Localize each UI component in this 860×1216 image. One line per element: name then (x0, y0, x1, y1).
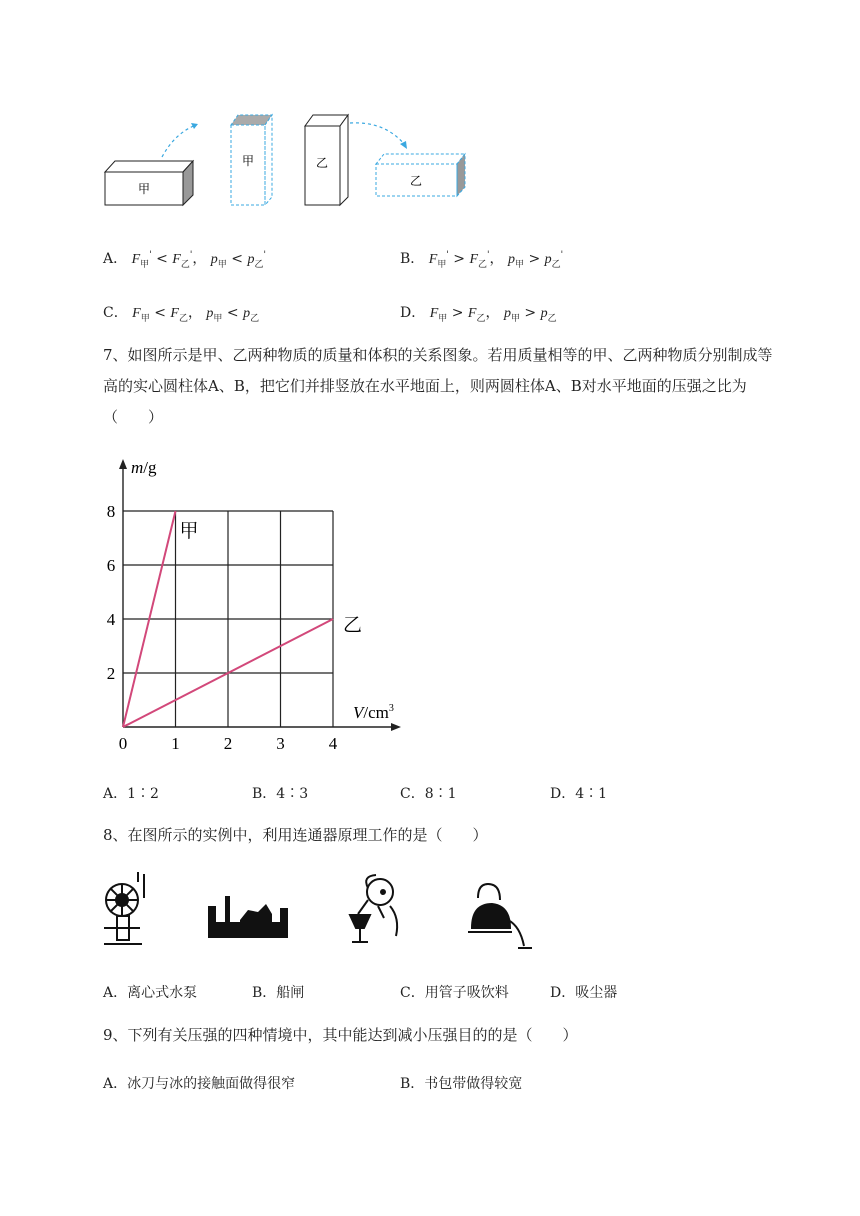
series-label: 甲 (179, 521, 199, 542)
option-letter: D． (400, 305, 426, 321)
subscript: 乙 (478, 259, 488, 270)
relation: > (528, 251, 541, 267)
y-tick-label: 8 (106, 502, 116, 521)
block-jia-label: 甲 (137, 182, 151, 196)
chart-grid (123, 511, 333, 727)
pressure-symbol: p (210, 252, 218, 267)
x-axis-arrow (391, 723, 401, 731)
relation: < (154, 305, 166, 321)
y-tick-label: 4 (106, 610, 116, 629)
q6-option-c (103, 302, 259, 324)
q6-figure (100, 105, 480, 215)
pressure-symbol: p (247, 252, 255, 267)
force-symbol: F (428, 252, 438, 267)
q8-stem: 8、在图所示的实例中，利用连通器原理工作的是（ ） (103, 826, 488, 844)
subscript: 甲 (438, 313, 448, 324)
centrifugal-pump-icon (104, 872, 144, 944)
q8-option-d: D．吸尘器 (550, 985, 618, 1001)
force-symbol: F (467, 306, 477, 321)
x-tick-label: 2 (223, 734, 233, 750)
mass-volume-chart (95, 450, 425, 750)
q7-line-1: 7、如图所示是甲、乙两种物质的质量和体积的关系图象。若用质量相等的甲、乙两种物质分别制成等 (103, 346, 773, 364)
q7-option-d: D．4∶1 (550, 786, 608, 802)
subscript: 甲 (140, 313, 150, 324)
q6-option-d (400, 302, 557, 324)
q6-option-a (103, 248, 266, 270)
arrow-1 (162, 125, 196, 157)
subscript: 甲 (213, 313, 223, 324)
subscript: 乙 (178, 313, 188, 324)
x-tick-label: 1 (171, 734, 180, 750)
pressure-symbol: p (206, 306, 214, 321)
relation: > (453, 251, 465, 267)
q8-option-b: B．船闸 (252, 985, 305, 1001)
ship-lock-icon (208, 896, 288, 938)
subscript: 甲 (217, 259, 227, 270)
block-jia-standing (231, 115, 272, 205)
block-yi-lying (376, 154, 465, 196)
arrow-2 (350, 123, 405, 145)
block-jia-lying (105, 161, 193, 205)
q7-line-2: 高的实心圆柱体A、B，把它们并排竖放在水平地面上，则两圆柱体A、B对水平地面的压强之比为 (103, 377, 747, 395)
force-symbol: F (469, 252, 479, 267)
subscript: 乙 (476, 313, 486, 324)
prime: ' (560, 250, 564, 261)
force-symbol: F (172, 252, 181, 267)
subscript: 甲 (140, 259, 150, 270)
separator: ， (489, 251, 504, 267)
arrow-2-head (400, 141, 407, 149)
pressure-symbol: p (507, 252, 515, 267)
vacuum-cleaner-icon (468, 884, 532, 948)
q8-option-c: C．用管子吸饮料 (400, 985, 509, 1001)
pressure-symbol: p (243, 306, 251, 321)
pressure-symbol: p (540, 306, 548, 321)
y-tick-label: 6 (106, 556, 116, 575)
straw-drinking-icon (350, 875, 397, 942)
y-tick-label: 2 (106, 664, 116, 683)
q7-option-b: B．4∶3 (252, 786, 309, 802)
series-label: 乙 (343, 615, 363, 636)
x-tick-label: 0 (118, 734, 128, 750)
subscript: 乙 (254, 259, 264, 270)
relation: < (156, 251, 168, 267)
prime: ' (189, 250, 193, 261)
subscript: 甲 (437, 259, 447, 270)
force-symbol: F (132, 306, 141, 321)
x-tick-label: 3 (276, 734, 285, 750)
separator: ， (485, 305, 500, 321)
subscript: 乙 (250, 313, 260, 324)
relation: > (451, 305, 464, 321)
x-axis-label: $V/cm^3$ (353, 703, 394, 722)
relation: < (226, 305, 239, 321)
x-tick-label: 4 (328, 734, 338, 750)
relation: < (231, 251, 243, 267)
subscript: 乙 (547, 313, 557, 324)
chart-ticks (107, 502, 338, 750)
pressure-symbol: p (503, 306, 511, 321)
q6-option-b (400, 248, 563, 270)
subscript: 甲 (514, 259, 524, 270)
q9-option-a: A．冰刀与冰的接触面做得很窄 (103, 1076, 296, 1092)
q8-option-a: A．离心式水泵 (103, 985, 198, 1001)
option-letter: C． (103, 305, 128, 321)
block-yi-standing (305, 115, 348, 205)
option-letter: A． (103, 251, 128, 267)
prime: ' (149, 250, 152, 261)
q7-option-c: C．8∶1 (400, 786, 457, 802)
separator: ， (187, 305, 202, 321)
q7-line-3: （ ） (103, 408, 164, 426)
prime: ' (487, 250, 490, 261)
block-jia-standing-label: 甲 (241, 154, 255, 168)
subscript: 甲 (510, 313, 520, 324)
relation: > (524, 305, 537, 321)
q9-option-b: B．书包带做得较宽 (400, 1076, 523, 1092)
separator: ， (192, 251, 207, 267)
option-letter: B． (400, 251, 425, 267)
force-symbol: F (131, 252, 141, 267)
prime: ' (446, 250, 449, 261)
y-axis-label: m/g (131, 458, 157, 477)
force-symbol: F (429, 306, 439, 321)
q8-figures (100, 870, 540, 955)
q7-stem (103, 340, 833, 433)
q9-stem: 9、下列有关压强的四种情境中，其中能达到减小压强目的的是（ ） (103, 1026, 578, 1044)
block-yi-lying-label: 乙 (409, 174, 423, 188)
arrow-1-head (191, 123, 198, 129)
pressure-symbol: p (544, 252, 552, 267)
prime: ' (263, 250, 266, 261)
subscript: 乙 (180, 259, 190, 270)
subscript: 乙 (551, 259, 561, 270)
y-axis-arrow (119, 459, 127, 469)
block-yi-label: 乙 (315, 156, 329, 170)
force-symbol: F (170, 306, 179, 321)
q7-option-a: A．1∶2 (103, 786, 159, 802)
